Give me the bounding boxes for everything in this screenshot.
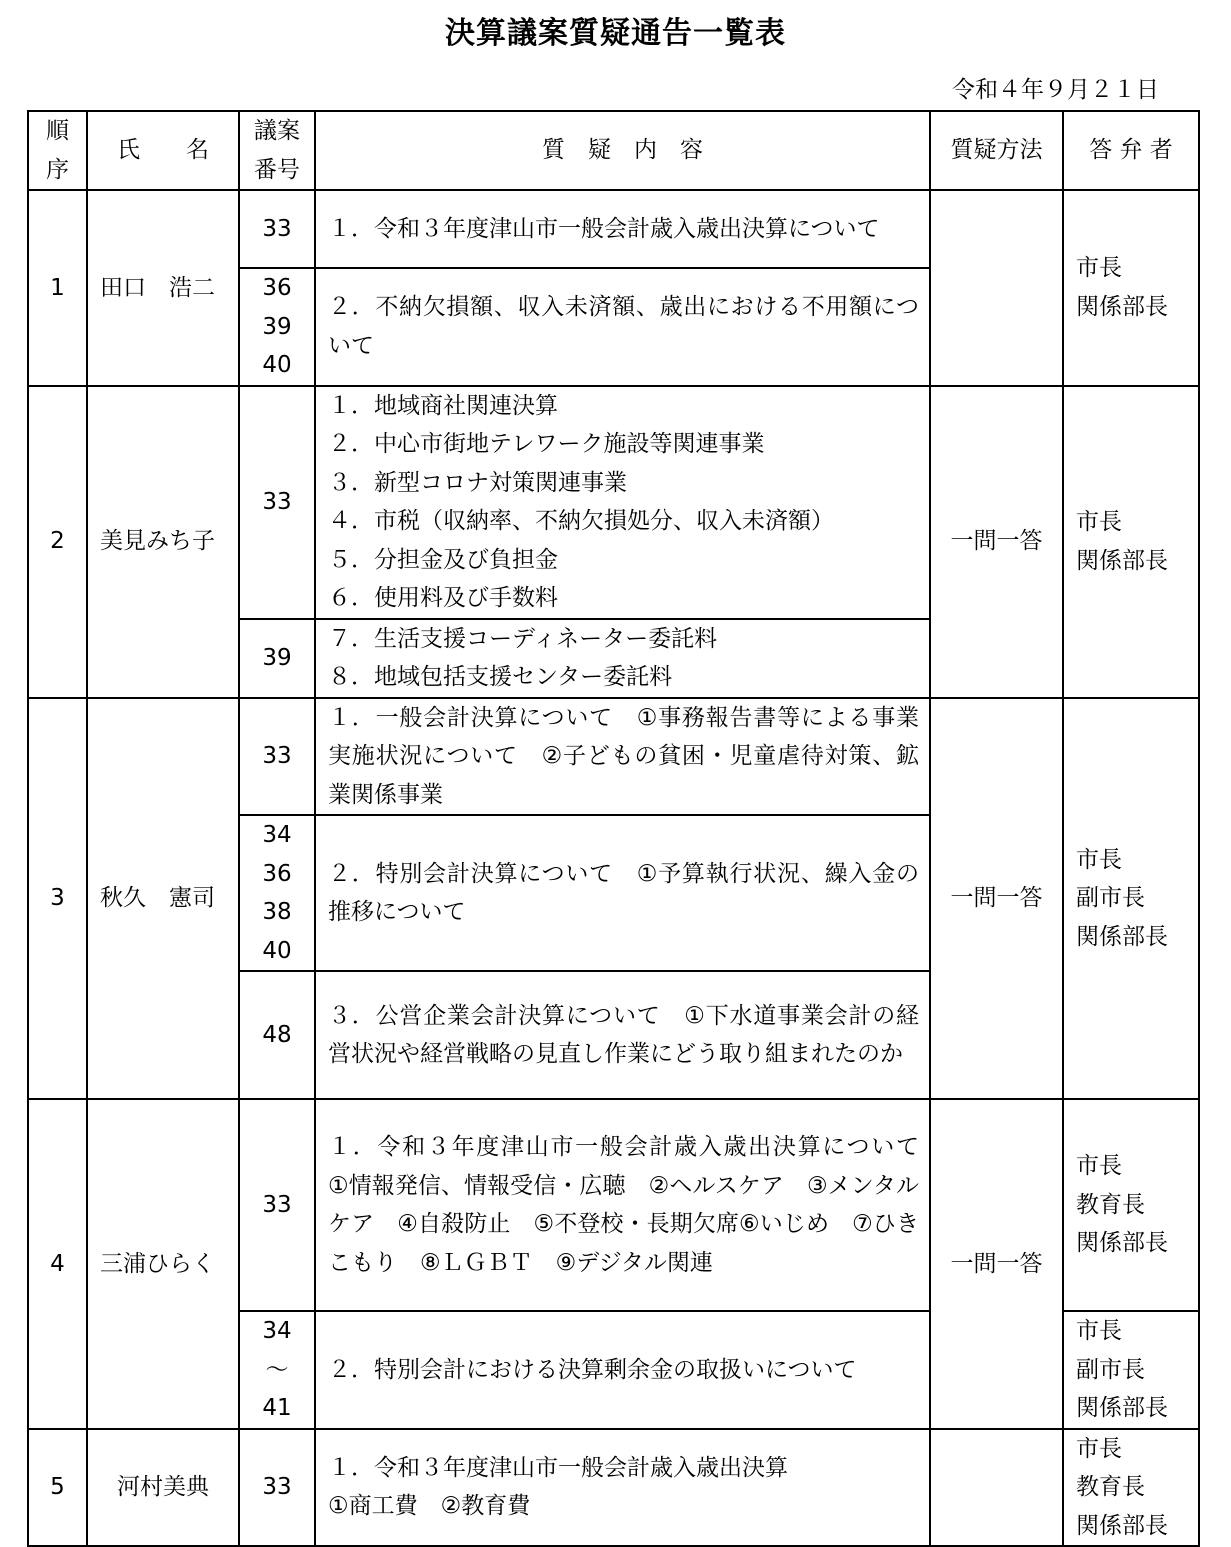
document-date: 令和４年９月２１日 [952, 77, 1159, 103]
bill-cell: 33 [239, 386, 315, 619]
name-cell: 田口 浩二 [87, 190, 239, 386]
header-bill: 議案 番号 [239, 111, 315, 190]
content-cell: ７．生活支援コーディネーター委託料 ８．地域包括支援センター委託料 [315, 619, 930, 698]
method-cell: 一問一答 [930, 386, 1063, 698]
seq-cell: 4 [28, 1099, 87, 1429]
name-cell: 河村美典 [87, 1429, 239, 1547]
method-cell: 一問一答 [930, 698, 1063, 1100]
header-seq: 順 序 [28, 111, 87, 190]
content-cell: ２．不納欠損額、収入未済額、歳出における不用額について [315, 268, 930, 386]
seq-cell: 1 [28, 190, 87, 386]
method-cell: 一問一答 [930, 1099, 1063, 1429]
header-responder: 答 弁 者 [1063, 111, 1199, 190]
bill-cell: 48 [239, 971, 315, 1099]
bill-cell: 36 39 40 [239, 268, 315, 386]
content-cell: １．令和３年度津山市一般会計歳入歳出決算について ①情報発信、情報受信・広聴 ②ヘルスケア ③メンタルケア ④自殺防止 ⑤不登校・長期欠席⑥いじめ ⑦ひきこもり ⑧ＬＧＢＴ ⑨デジタル関連 [315, 1099, 930, 1311]
responder-cell: 市長 教育長 関係部長 [1063, 1429, 1199, 1547]
header-content: 質 疑 内 容 [315, 111, 930, 190]
method-cell [930, 190, 1063, 386]
name-cell: 美見みち子 [87, 386, 239, 698]
name-cell: 三浦ひらく [87, 1099, 239, 1429]
bill-cell: 33 [239, 190, 315, 268]
table-row [28, 698, 1199, 816]
question-notice-table [27, 110, 1200, 1547]
name-cell: 秋久 憲司 [87, 698, 239, 1100]
document-title: 決算議案質疑通告一覧表 [445, 16, 786, 51]
header-method: 質疑方法 [930, 111, 1063, 190]
content-cell: ２．特別会計決算について ①予算執行状況、繰入金の推移について [315, 815, 930, 971]
responder-cell: 市長 副市長 関係部長 [1063, 1311, 1199, 1429]
responder-cell: 市長 教育長 関係部長 [1063, 1099, 1199, 1311]
seq-cell: 3 [28, 698, 87, 1100]
header-row [28, 111, 1199, 190]
responder-cell: 市長 関係部長 [1063, 190, 1199, 386]
content-cell: １．令和３年度津山市一般会計歳入歳出決算 ①商工費 ②教育費 [315, 1429, 930, 1547]
seq-cell: 2 [28, 386, 87, 698]
bill-cell: 33 [239, 1099, 315, 1311]
bill-cell: 33 [239, 698, 315, 816]
content-cell: １．一般会計決算について ①事務報告書等による事業実施状況について ②子どもの貧困・児童虐待対策、鉱業関係事業 [315, 698, 930, 816]
content-cell: ２．特別会計における決算剰余金の取扱いについて [315, 1311, 930, 1429]
content-cell: １．地域商社関連決算 ２．中心市街地テレワーク施設等関連事業 ３．新型コロナ対策関連事業 ４．市税（収納率、不納欠損処分、収入未済額） ５．分担金及び負担金 ６．使用料及び手数料 [315, 386, 930, 619]
table-row [28, 190, 1199, 268]
table-row [28, 1429, 1199, 1547]
seq-cell: 5 [28, 1429, 87, 1547]
method-cell [930, 1429, 1063, 1547]
bill-cell: 39 [239, 619, 315, 698]
table-row [28, 1099, 1199, 1311]
bill-cell: 34 ～ 41 [239, 1311, 315, 1429]
content-cell: １．令和３年度津山市一般会計歳入歳出決算について [315, 190, 930, 268]
content-cell: ３．公営企業会計決算について ①下水道事業会計の経営状況や経営戦略の見直し作業にどう取り組まれたのか [315, 971, 930, 1099]
table-row [28, 386, 1199, 619]
responder-cell: 市長 副市長 関係部長 [1063, 698, 1199, 1100]
bill-cell: 34 36 38 40 [239, 815, 315, 971]
bill-cell: 33 [239, 1429, 315, 1547]
responder-cell: 市長 関係部長 [1063, 386, 1199, 698]
header-name: 氏 名 [87, 111, 239, 190]
